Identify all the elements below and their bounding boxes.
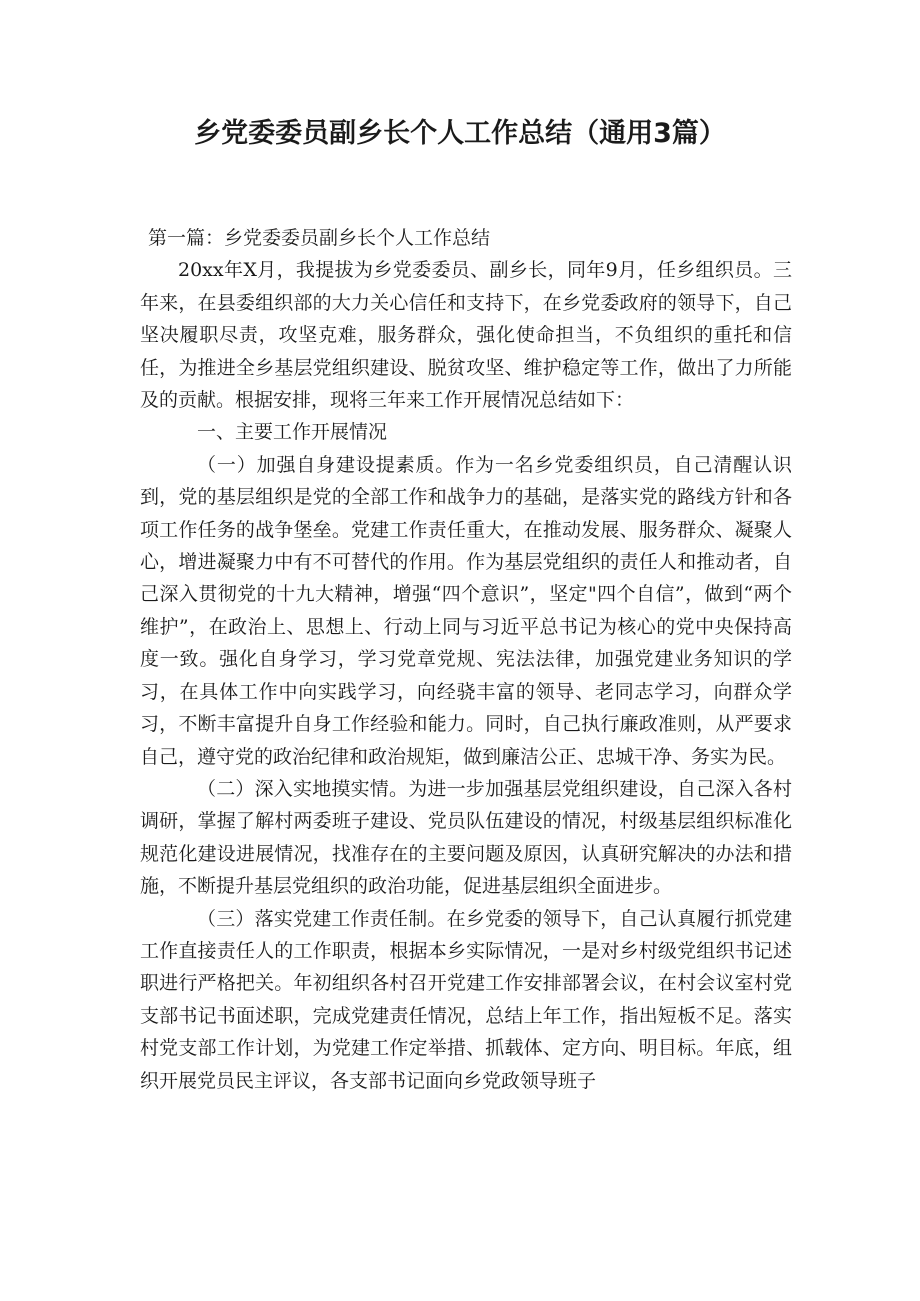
part-heading: 第一篇：乡党委委员副乡长个人工作总结	[148, 227, 491, 249]
document-title: 乡党委委员副乡长个人工作总结（通用3篇）	[194, 118, 726, 149]
section-heading-main-work: 一、主要工作开展情况	[197, 421, 388, 444]
paragraph-item-1: （一）加强自身建设提素质。作为一名乡党委组织员，自己清醒认识到，党的基层组织是党的全部工作和战争力的基础，是落实党的路线方针和各项工作任务的战争堡垒。党建工作责任重大，在推动发展、服务群众、凝聚人心，增进凝聚力中有不可替代的作用。作为基层党组织的责任人和推动者，自己深入贯彻党的十九大精神，增强“四个意识”，坚定"四个自信”，做到“两个维护”，在政治上、思想上、行动上同与习近平总书记为核心的党中央保持高度一致。强化自身学习，学习党章党规、宪法法律，加强党建业务知识的学习，在具体工作中向实践学习，向经骁丰富的领导、老同志学习，向群众学习，不断丰富提升自身工作经验和能力。同时，自己执行廉政准则，从严要求自己，遵守党的政治纪律和政治规矩，做到廉洁公正、忠城干净、务实为民。	[140, 453, 792, 768]
paragraph-item-2: （二）深入实地摸实情。为进一步加强基层党组织建设，自己深入各村调研，掌握了解村两委班子建设、党员队伍建设的情况，村级基层组织标准化规范化建设进展情况，找准存在的主要问题及原因，认真研究解决的办法和措施，不断提升基层党组织的政治功能，促进基层组织全面进步。	[140, 777, 792, 898]
paragraph-intro: 20xx年X月，我提拔为乡党委委员、副乡长，同年9月，任乡组织员。三年来，在县委组织部的大力关心信任和支持下，在乡党委政府的领导下，自己坚决履职尽责，攻坚克难，服务群众，强化使命担当，不负组织的重托和信任，为推进全乡基层党组织建设、脱贫攻坚、维护稳定等工作，做出了力所能及的贡献。根据安排，现将三年来工作开展情况总结如下：	[140, 259, 792, 412]
document-body	[140, 222, 792, 1097]
paragraph-item-3: （三）落实党建工作责任制。在乡党委的领导下，自己认真履行抓党建工作直接责任人的工作职责，根据本乡实际情况，一是对乡村级党组织书记述职进行严格把关。年初组织各村召开党建工作安排部署会议，在村会议室村党支部书记书面述职，完成党建责任情况，总结上年工作，指出短板不足。落实村党支部工作计划，为党建工作定举措、抓载体、定方向、明目标。年底，组织开展党员民主评议，各支部书记面向乡党政领导班子	[140, 907, 792, 1092]
